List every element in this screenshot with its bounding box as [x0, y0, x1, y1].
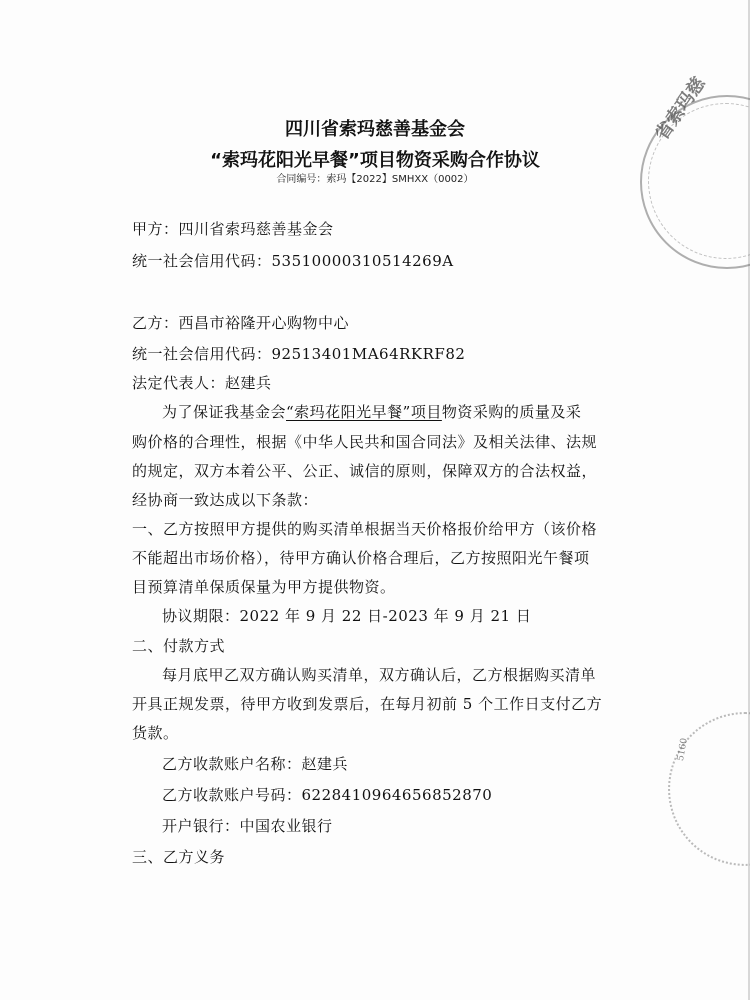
clause-1-line-1: 一、乙方按照甲方提供的购买清单根据当天价格报价给甲方（该价格 — [132, 520, 598, 538]
official-seal-right — [668, 712, 750, 866]
payee-account-name: 乙方收款账户名称：赵建兵 — [162, 755, 349, 773]
document-title-agreement: “索玛花阳光早餐”项目物资采购合作协议 — [210, 150, 540, 171]
preamble-line-4: 经协商一致达成以下条款： — [132, 491, 319, 509]
clause-2-line-3: 货款。 — [132, 724, 179, 742]
official-seal-right-number: 5160 — [676, 737, 690, 762]
clause-3-heading: 三、乙方义务 — [132, 848, 226, 866]
party-b-name: 乙方：西昌市裕隆开心购物中心 — [132, 314, 350, 332]
clause-2-heading: 二、付款方式 — [132, 637, 226, 655]
contract-number: 合同编号：索玛【2022】SMHXX（0002） — [276, 174, 474, 185]
party-a-name: 甲方：四川省索玛慈善基金会 — [132, 220, 334, 238]
preamble-line-1 — [162, 401, 581, 422]
clause-2-line-2: 开具正规发票，待甲方收到发票后，在每月初前 5 个工作日支付乙方 — [132, 695, 603, 713]
clause-1-line-2: 不能超出市场价格），待甲方确认价格合理后，乙方按照阳光午餐项 — [132, 549, 590, 567]
party-b-credit-code: 统一社会信用代码：92513401MA64RKRF82 — [132, 345, 466, 363]
preamble-line-2: 购价格的合理性，根据《中华人民共和国合同法》及相关法律、法规 — [132, 433, 598, 451]
payee-bank: 开户银行：中国农业银行 — [162, 817, 333, 835]
official-seal-top-text: 省索玛慈 — [651, 73, 710, 145]
payee-account-number: 乙方收款账户号码：6228410964656852870 — [162, 786, 493, 804]
preamble-line-1-end: 物资采购的质量及采 — [441, 403, 582, 421]
party-a-credit-code: 统一社会信用代码：53510000310514269A — [132, 252, 454, 270]
document-title-organization: 四川省索玛慈善基金会 — [285, 119, 465, 140]
agreement-period: 协议期限：2022 年 9 月 22 日-2023 年 9 月 21 日 — [162, 607, 532, 625]
clause-1-line-3: 目预算清单保质保量为甲方提供物资。 — [132, 578, 396, 596]
preamble-line-3: 的规定，双方本着公平、公正、诚信的原则，保障双方的合法权益， — [132, 462, 598, 480]
preamble-project-name: “索玛花阳光早餐”项目 — [286, 403, 442, 421]
party-b-legal-rep: 法定代表人：赵建兵 — [132, 374, 272, 392]
clause-2-line-1: 每月底甲乙双方确认购买清单，双方确认后，乙方根据购买清单 — [162, 666, 597, 684]
preamble-line-1-start: 为了保证我基金会 — [162, 403, 287, 421]
